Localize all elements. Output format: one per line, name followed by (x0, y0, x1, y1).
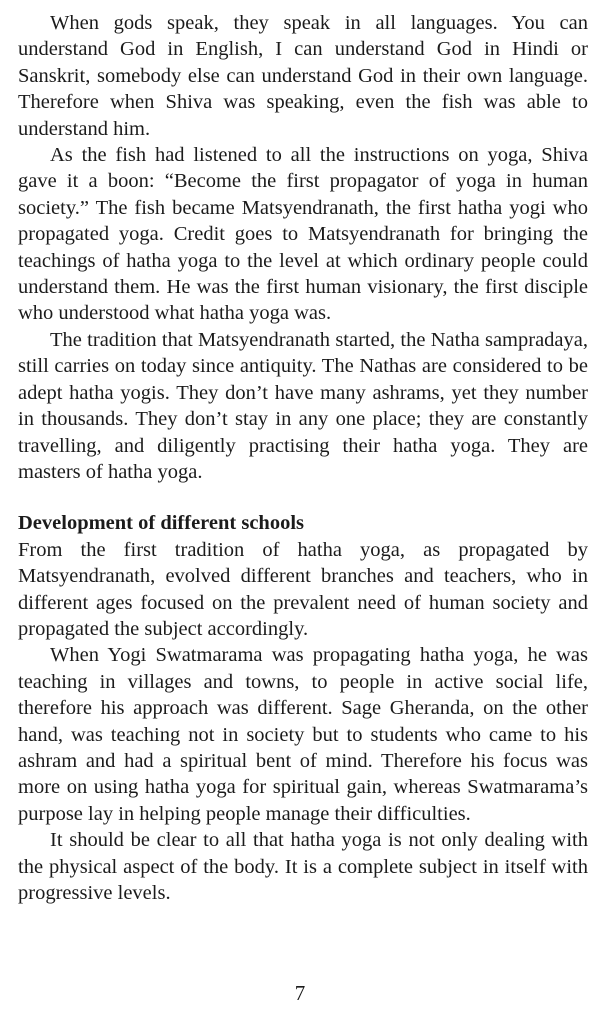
paragraph-complete-subject: It should be clear to all that hatha yoga is not only dealing with the physical aspect of the body. It is a complete subject in itself with progressive levels. (18, 829, 588, 904)
paragraph-first-tradition: From the first tradition of hatha yoga, as propagated by Matsyendranath, evolved different branches and teachers, who in different ages focused on the prevalent need of human society and propagated the subject accordingly. (18, 538, 588, 640)
paragraph-natha-tradition: The tradition that Matsyendranath started, the Natha sampradaya, still carries on today since antiquity. The Nathas are considered to be adept hatha yogis. They don’t have many ashrams, yet they number in thousands. They don’t stay in any one place; they are constantly travelling, and diligently practising their hatha yoga. They are masters of hatha yoga. (18, 328, 588, 483)
paragraph-swatmarama-gheranda: When Yogi Swatmarama was propagating hatha yoga, he was teaching in villages and towns, to people in active social life, therefore his approach was different. Sage Gheranda, on the other hand, was teaching not in society but to students who came to his ashram and had a spiritual bent of mind. Therefore his focus was more on using hatha yoga for spiritual gain, whereas Swatmarama’s purpose lay in helping people manage their difficulties. (18, 644, 588, 825)
page-number: 7 (294, 981, 306, 1005)
section-heading: Development of different schools (18, 512, 305, 535)
paragraph-fish-boon: As the fish had listened to all the instructions on yoga, Shiva gave it a boon: “Become the first propagator of yoga in human society.” The fish became Matsyendranath, the first hatha yogi who propagated yoga. Credit goes to Matsyendranath for bringing the teachings of hatha yoga to the level at which ordinary people could understand them. He was the first human visionary, the first disciple who understood what hatha yoga was. (18, 144, 588, 325)
book-page (18, 10, 588, 906)
paragraph-gods-speak: When gods speak, they speak in all languages. You can understand God in English, I can understand God in Hindi or Sanskrit, somebody else can understand God in their own language. Therefore when Shiva was speaking, even the fish was able to understand him. (18, 12, 588, 140)
